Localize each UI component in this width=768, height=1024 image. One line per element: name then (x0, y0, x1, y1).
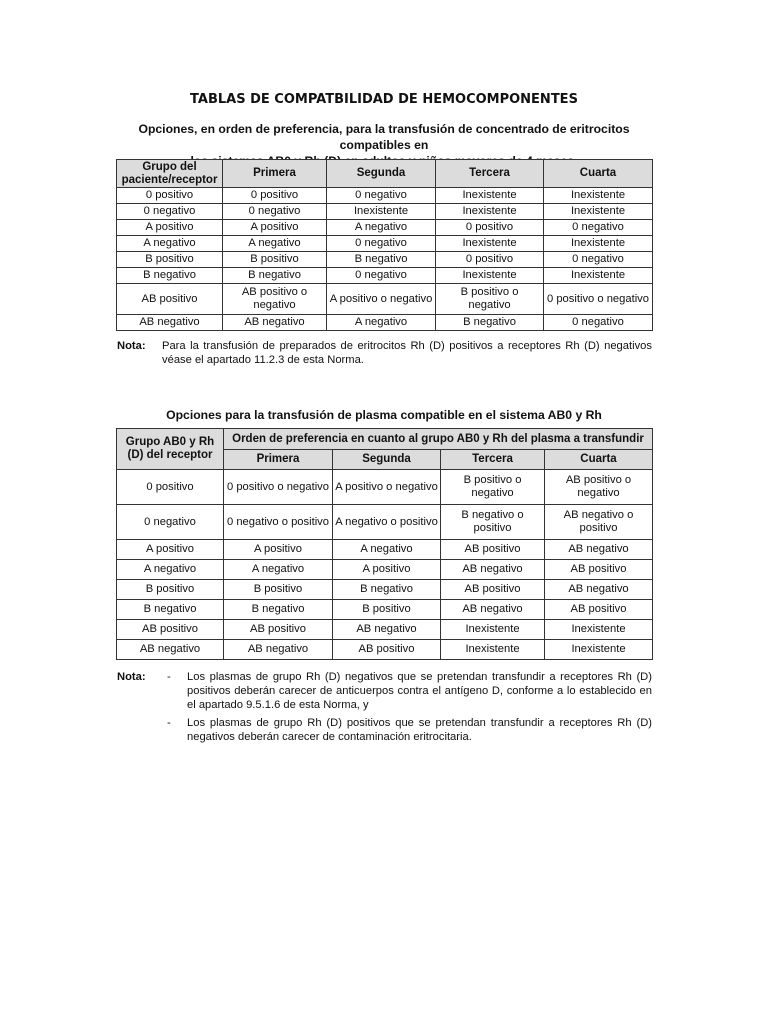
table-cell: Inexistente (441, 620, 545, 640)
table-cell: Inexistente (545, 620, 653, 640)
table-cell: AB positivo (545, 600, 653, 620)
table-cell: 0 positivo (223, 188, 327, 204)
table-row (117, 188, 653, 204)
table-cell: B negativo (223, 268, 327, 284)
table-cell: 0 positivo o negativo (224, 470, 333, 505)
table-cell: B positivo (223, 252, 327, 268)
table-cell: B negativo (117, 600, 224, 620)
table-cell: A negativo (117, 236, 223, 252)
table-cell: AB negativo (545, 580, 653, 600)
table-cell: AB negativo o positivo (545, 505, 653, 540)
table-row (117, 315, 653, 331)
table-cell: A negativo (333, 540, 441, 560)
table-cell: Inexistente (327, 204, 436, 220)
table-row (117, 252, 653, 268)
table-row (117, 540, 653, 560)
table-cell: AB positivo (545, 560, 653, 580)
table-cell: Inexistente (441, 640, 545, 660)
table-cell: 0 negativo (544, 220, 653, 236)
table-cell: A positivo (224, 540, 333, 560)
note-dash: - (167, 717, 171, 729)
table-cell: Inexistente (436, 236, 544, 252)
table-cell: Inexistente (544, 268, 653, 284)
table-cell: 0 negativo (117, 204, 223, 220)
table-cell: B positivo o negativo (436, 284, 544, 315)
table-cell: B negativo (436, 315, 544, 331)
table-cell: A positivo (117, 220, 223, 236)
table-cell: A positivo (333, 560, 441, 580)
table-cell: B positivo (117, 580, 224, 600)
erythrocyte-compatibility-table (116, 159, 653, 331)
table-cell: A negativo (327, 315, 436, 331)
table-cell: AB negativo (117, 315, 223, 331)
table-cell: 0 positivo o negativo (544, 284, 653, 315)
table-cell: Inexistente (544, 204, 653, 220)
table-row (117, 620, 653, 640)
table-cell: AB positivo (441, 580, 545, 600)
table-cell: 0 negativo (327, 268, 436, 284)
note-dash: - (167, 671, 171, 683)
table-cell: Inexistente (436, 204, 544, 220)
table-cell: Inexistente (545, 640, 653, 660)
table-row (117, 220, 653, 236)
table-header-row (117, 429, 653, 450)
table-cell: A negativo o positivo (333, 505, 441, 540)
header-second: Segunda (327, 160, 436, 188)
header-group-line1: Grupo AB0 y Rh (125, 436, 215, 448)
table-row (117, 204, 653, 220)
plasma-compatibility-table (116, 428, 653, 660)
table-cell: AB positivo (333, 640, 441, 660)
table2-heading: Opciones para la transfusión de plasma compatible en el sistema AB0 y Rh (166, 408, 602, 422)
table-cell: AB negativo (223, 315, 327, 331)
table-cell: A negativo (117, 560, 224, 580)
header-second: Segunda (333, 450, 441, 470)
header-group-line1: Grupo del (142, 160, 197, 173)
header-fourth: Cuarta (545, 450, 653, 470)
table-row (117, 600, 653, 620)
header-group (117, 429, 224, 470)
table-cell: 0 positivo (436, 220, 544, 236)
table-cell: B negativo (224, 600, 333, 620)
note-label: Nota: (117, 671, 146, 683)
note-label: Nota: (117, 340, 146, 352)
table-cell: AB positivo o negativo (545, 470, 653, 505)
table-cell: AB negativo (117, 640, 224, 660)
header-first: Primera (224, 450, 333, 470)
table-cell: 0 positivo (117, 470, 224, 505)
table-row (117, 560, 653, 580)
table-cell: 0 negativo (544, 315, 653, 331)
table-cell: 0 negativo (327, 188, 436, 204)
table-cell: AB positivo (441, 540, 545, 560)
table-cell: AB positivo (117, 284, 223, 315)
table-cell: Inexistente (544, 188, 653, 204)
table-cell: AB positivo (224, 620, 333, 640)
header-fourth: Cuarta (544, 160, 653, 188)
table-cell: B negativo (333, 580, 441, 600)
note-text: Para la transfusión de preparados de eritrocitos Rh (D) positivos a receptores Rh (D) negativos véase el apartado 11.2.3 de esta Norma. (162, 340, 652, 366)
table-cell: B negativo (117, 268, 223, 284)
table-cell: A positivo (117, 540, 224, 560)
table-cell: A positivo o negativo (327, 284, 436, 315)
table-cell: Inexistente (544, 236, 653, 252)
table-row (117, 470, 653, 505)
header-group-line2: paciente/receptor (121, 173, 218, 186)
table-cell: 0 negativo (223, 204, 327, 220)
table-cell: B positivo o negativo (441, 470, 545, 505)
note-item-text: Los plasmas de grupo Rh (D) negativos que se pretendan transfundir a receptores Rh (D) positivos deberán carecer de anticuerpos contra el antígeno D, conforme a lo establecido en el apartado 9.5.1.6 de esta Norma, y (187, 671, 652, 711)
table1-heading-line1: Opciones, en orden de preferencia, para la transfusión de concentrado de eritrocitos compatibles en (138, 122, 630, 152)
table-row (117, 640, 653, 660)
table-cell: AB positivo (117, 620, 224, 640)
header-first: Primera (223, 160, 327, 188)
note-item-text: Los plasmas de grupo Rh (D) positivos que se pretendan transfundir a receptores Rh (D) negativos deberán carecer de contaminación eritrocitaria. (187, 717, 652, 743)
table-cell: AB negativo (333, 620, 441, 640)
header-group-line2: (D) del receptor (127, 449, 213, 461)
table-cell: AB positivo o negativo (223, 284, 327, 315)
table-cell: AB negativo (545, 540, 653, 560)
table-row (117, 284, 653, 315)
table-cell: 0 negativo (117, 505, 224, 540)
table-cell: A negativo (327, 220, 436, 236)
table-cell: A negativo (224, 560, 333, 580)
table-cell: Inexistente (436, 188, 544, 204)
table-cell: B negativo (327, 252, 436, 268)
header-order: Orden de preferencia en cuanto al grupo AB0 y Rh del plasma a transfundir (224, 429, 653, 450)
table-cell: 0 negativo (327, 236, 436, 252)
header-group (117, 160, 223, 188)
table-row (117, 580, 653, 600)
header-third: Tercera (436, 160, 544, 188)
table-cell: AB negativo (224, 640, 333, 660)
table-cell: AB negativo (441, 600, 545, 620)
table-cell: Inexistente (436, 268, 544, 284)
table-cell: 0 positivo (117, 188, 223, 204)
header-third: Tercera (441, 450, 545, 470)
table-cell: B positivo (224, 580, 333, 600)
table-cell: A positivo (223, 220, 327, 236)
table-row (117, 505, 653, 540)
table-cell: A negativo (223, 236, 327, 252)
table-cell: 0 negativo (544, 252, 653, 268)
table-cell: B negativo o positivo (441, 505, 545, 540)
table-header-row (117, 160, 653, 188)
table-cell: A positivo o negativo (333, 470, 441, 505)
table-row (117, 268, 653, 284)
table-cell: 0 negativo o positivo (224, 505, 333, 540)
table-row (117, 236, 653, 252)
table-cell: AB negativo (441, 560, 545, 580)
table-cell: B positivo (333, 600, 441, 620)
document-title: TABLAS DE COMPATBILIDAD DE HEMOCOMPONENTES (190, 92, 578, 107)
table-cell: B positivo (117, 252, 223, 268)
table-cell: 0 positivo (436, 252, 544, 268)
